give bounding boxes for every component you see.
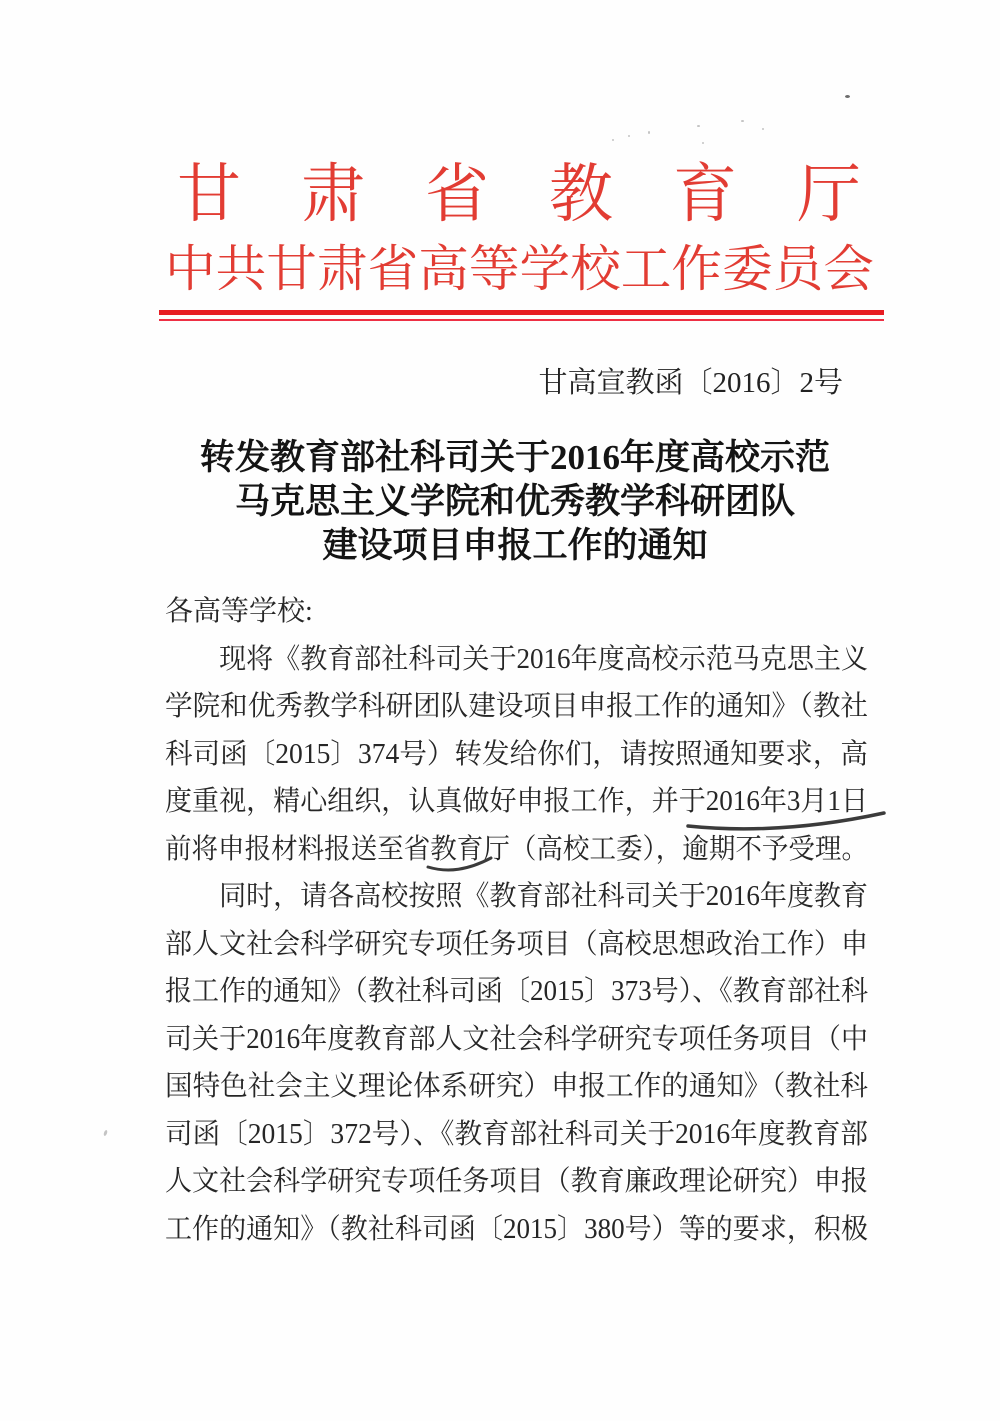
scan-speck [702, 142, 704, 144]
scan-speck [697, 125, 700, 127]
document-title-line2: 马克思主义学院和优秀教学科研团队 [234, 482, 795, 521]
body-line: 国特色社会主义理论体系研究）申报工作的通知》（教社科 [165, 1071, 868, 1102]
body-line: 司函〔2015〕372号）、《教育部社科司关于2016年度教育部 [165, 1118, 868, 1150]
body-line: 科司函〔2015〕374号）转发给你们，请按照通知要求，高 [165, 738, 868, 770]
document-title [150, 436, 880, 568]
scan-speck [741, 120, 744, 122]
body-line: 现将《教育部社科司关于2016年度高校示范马克思主义 [165, 643, 868, 675]
scan-speck [628, 135, 630, 137]
body-line: 司关于2016年度教育部人文社会科学研究专项任务项目（中 [165, 1023, 868, 1055]
salutation: 各高等学校: [165, 596, 313, 627]
body-line: 前将申报材料报送至省教育厅（高校工委），逾期不予受理。 [165, 833, 868, 865]
letterhead-rule-thin [159, 319, 884, 321]
document-body [165, 588, 868, 1253]
body-line: 工作的通知》（教社科司函〔2015〕380号）等的要求，积极 [165, 1213, 868, 1245]
scan-speck [762, 128, 764, 130]
letterhead-rule-thick [159, 310, 884, 315]
scan-speck [103, 1130, 108, 1137]
letterhead-org-secondary: 中共甘肃省高等学校工作委员会 [165, 241, 875, 297]
scan-speck [845, 95, 850, 98]
body-line: 人文社会科学研究专项任务项目（教育廉政理论研究）申报 [165, 1166, 868, 1197]
letterhead-org-primary: 甘肃省教育厅 [177, 159, 921, 230]
scan-speck [612, 139, 614, 141]
body-line: 学院和优秀教学科研团队建设项目申报工作的通知》（教社 [165, 691, 868, 722]
document-title-line1: 转发教育部社科司关于2016年度高校示范 [199, 438, 830, 477]
document-number: 甘高宣教函〔2016〕2号 [538, 367, 843, 399]
body-line: 报工作的通知》（教社科司函〔2015〕373号）、《教育部社科 [165, 976, 868, 1007]
body-line: 度重视，精心组织，认真做好申报工作，并于2016年3月1日 [165, 786, 868, 817]
body-line: 部人文社会科学研究专项任务项目（高校思想政治工作）申 [165, 928, 868, 960]
scan-speck [648, 131, 650, 134]
body-line: 同时，请各高校按照《教育部社科司关于2016年度教育 [165, 881, 868, 912]
document-title-line3: 建设项目申报工作的通知 [322, 526, 708, 565]
